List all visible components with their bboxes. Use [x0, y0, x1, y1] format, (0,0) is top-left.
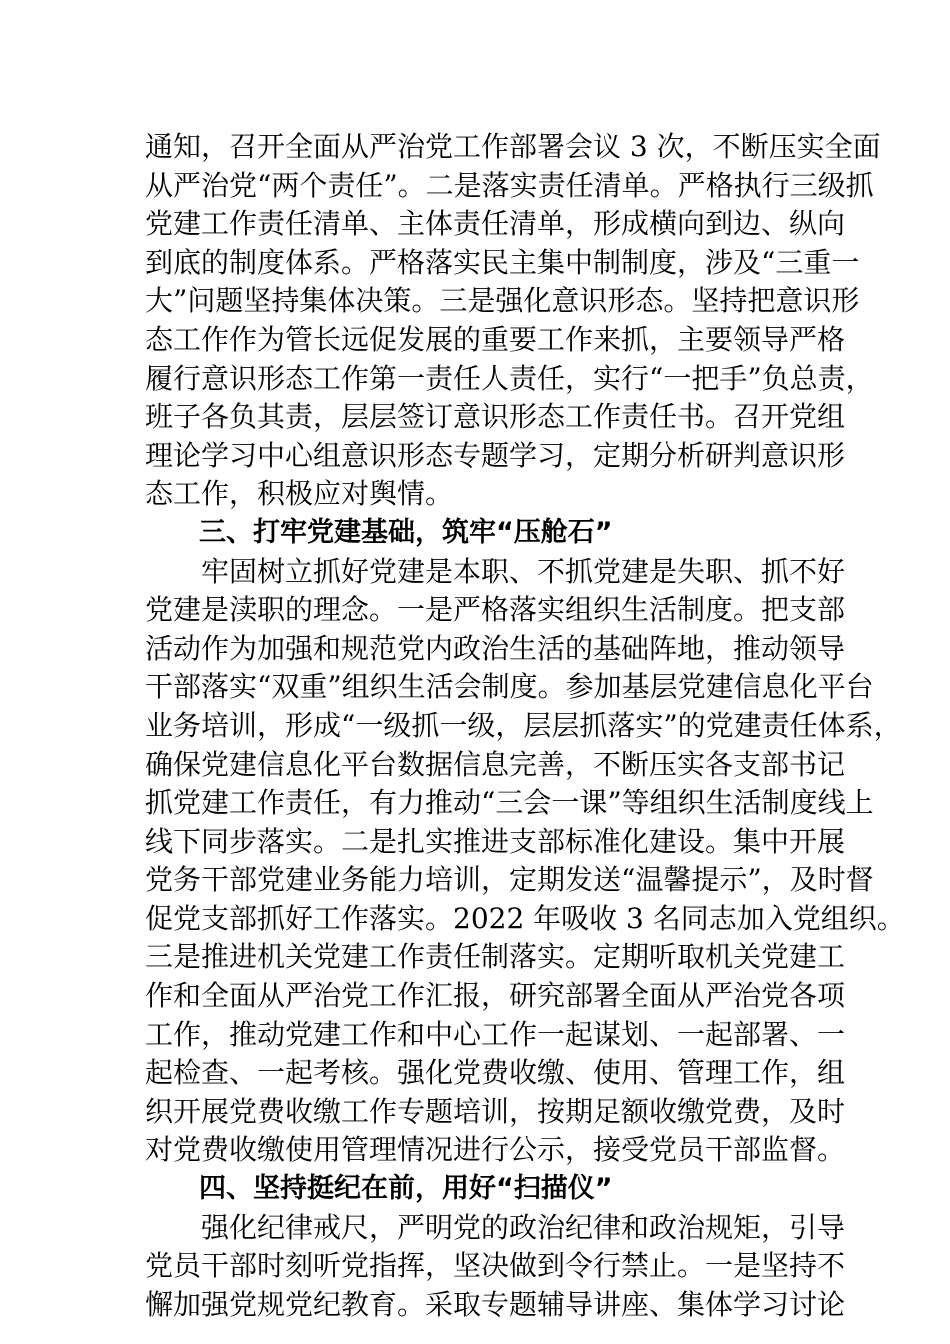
text-line: 党建是渎职的理念。一是严格落实组织生活制度。把支部 — [145, 593, 846, 627]
text-line: 促党支部抓好工作落实。2022 年吸收 3 名同志加入党组织。 — [145, 901, 905, 935]
text-line: 抓党建工作责任，有力推动“三会一课”等组织生活制度线上 — [145, 786, 874, 820]
text-line: 线下同步落实。二是扎实推进支部标准化建设。集中开展 — [145, 824, 846, 858]
text-line: 对党费收缴使用管理情况进行公示，接受党员干部监督。 — [145, 1133, 846, 1167]
text-line: 通知，召开全面从严治党工作部署会议 3 次，不断压实全面 — [145, 130, 881, 163]
text-line: 活动作为加强和规范党内政治生活的基础阵地，推动领导 — [145, 631, 846, 665]
text-line: 大”问题坚持集体决策。三是强化意识形态。坚持把意识形 — [145, 284, 860, 318]
text-line: 到底的制度体系。严格落实民主集中制制度，涉及“三重一 — [145, 245, 860, 279]
text-line: 党建工作责任清单、主体责任清单，形成横向到边、纵向 — [145, 207, 846, 241]
text-line: 党务干部党建业务能力培训，定期发送“温馨提示”，及时督 — [145, 863, 874, 897]
text-line: 履行意识形态工作第一责任人责任，实行“一把手”负总责， — [145, 361, 874, 395]
text-line: 织开展党费收缴工作专题培训，按期足额收缴党费，及时 — [145, 1094, 846, 1128]
paragraph-first-line: 牢固树立抓好党建是本职、不抓党建是失职、抓不好 — [201, 554, 846, 588]
text-line: 作和全面从严治党工作汇报，研究部署全面从严治党各项 — [145, 979, 846, 1013]
text-line: 理论学习中心组意识形态专题学习，定期分析研判意识形 — [145, 438, 846, 472]
text-line: 业务培训，形成“一级抓一级，层层抓落实”的党建责任体系， — [145, 708, 902, 742]
document-body — [145, 128, 905, 1324]
text-line: 态工作，积极应对舆情。 — [145, 477, 454, 511]
text-line: 态工作作为管长远促发展的重要工作来抓，主要领导严格 — [145, 322, 846, 356]
text-line: 确保党建信息化平台数据信息完善，不断压实各支部书记 — [145, 747, 846, 781]
text-line: 从严治党“两个责任”。二是落实责任清单。严格执行三级抓 — [145, 168, 874, 202]
text-line: 党员干部时刻听党指挥，坚决做到令行禁止。一是坚持不 — [145, 1249, 846, 1283]
text-line: 起检查、一起考核。强化党费收缴、使用、管理工作，组 — [145, 1056, 846, 1090]
text-line: 班子各负其责，层层签订意识形态工作责任书。召开党组 — [145, 400, 846, 434]
section-heading-3: 三、打牢党建基础，筑牢“压舱石” — [199, 516, 613, 548]
text-line: 工作，推动党建工作和中心工作一起谋划、一起部署、一 — [145, 1017, 846, 1051]
text-line: 三是推进机关党建工作责任制落实。定期听取机关党建工 — [145, 940, 846, 974]
paragraph-first-line: 强化纪律戒尺，严明党的政治纪律和政治规矩，引导 — [201, 1210, 846, 1244]
text-line: 懈加强党规党纪教育。采取专题辅导讲座、集体学习讨论 — [145, 1287, 846, 1321]
text-line: 干部落实“双重”组织生活会制度。参加基层党建信息化平台 — [145, 670, 874, 704]
section-heading-4: 四、坚持挺纪在前，用好“扫描仪” — [199, 1173, 613, 1205]
